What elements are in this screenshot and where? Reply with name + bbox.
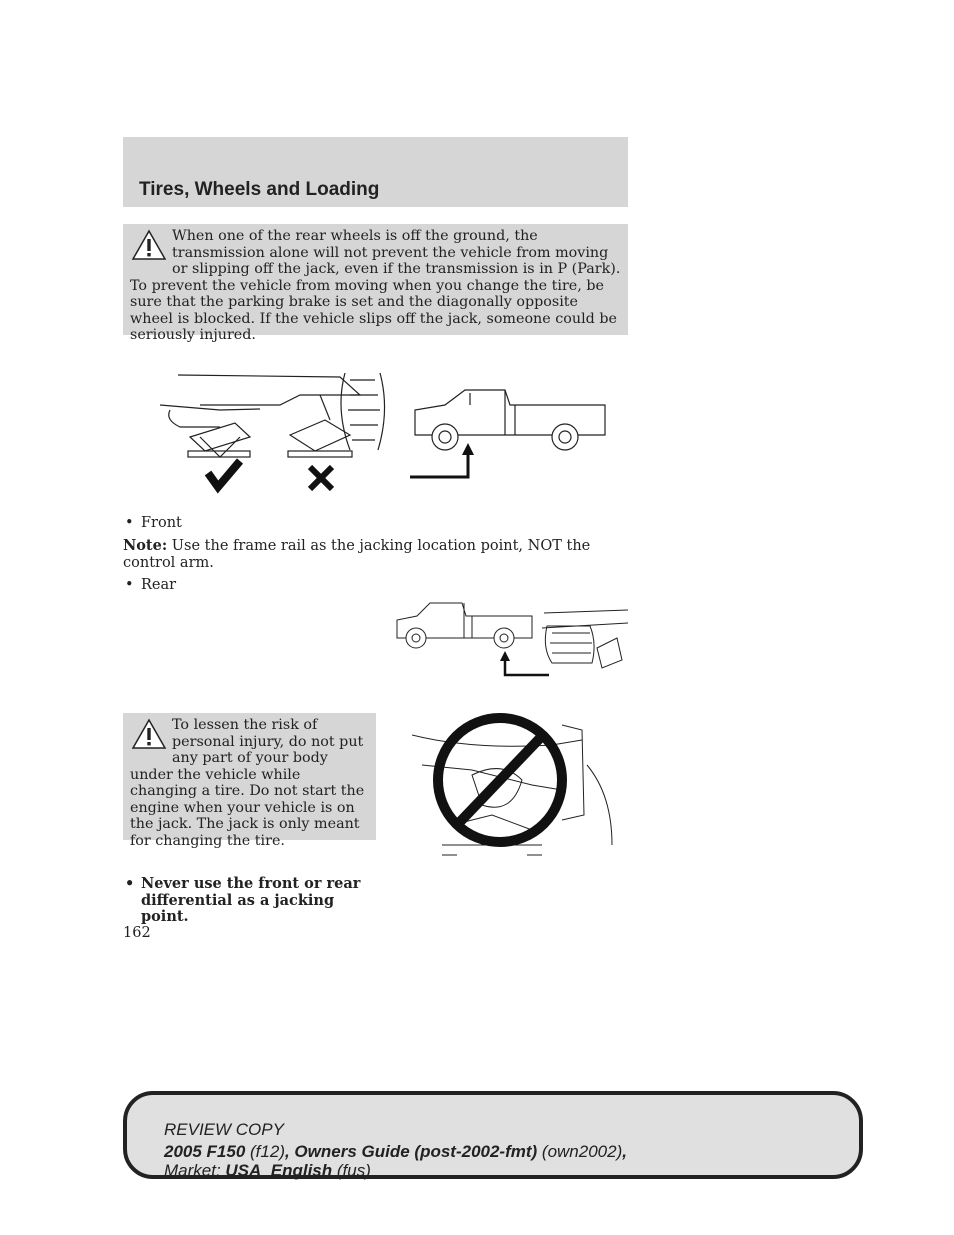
warning-triangle-icon xyxy=(130,228,168,262)
warning-text: To lessen the risk of personal injury, do not put any part of your body under the vehicle while changing a tire. Do not start the engine when your vehicle is on the jack. The jack is only meant for changing the tire. xyxy=(130,717,365,849)
no-differential-jacking-illustration xyxy=(412,705,617,865)
footer-guide-line: 2005 F150 (f12), Owners Guide (post-2002-fmt) (own2002), xyxy=(164,1142,627,1161)
bullet-front: • Front xyxy=(141,515,182,532)
warning-box-jack xyxy=(123,224,628,343)
x-mark-icon xyxy=(310,467,332,489)
section-header xyxy=(123,137,628,207)
review-copy-footer xyxy=(123,1091,863,1179)
arrow-icon xyxy=(505,660,549,675)
prohibited-icon xyxy=(438,718,562,842)
front-jacking-illustration xyxy=(160,365,615,495)
warning-box-body xyxy=(123,713,376,849)
section-title: Tires, Wheels and Loading xyxy=(139,179,380,200)
bullet-never-differential: • Never use the front or rear differential as a jacking point. xyxy=(141,876,381,926)
footer-review-copy: REVIEW COPY xyxy=(164,1120,284,1139)
arrow-icon xyxy=(410,453,468,477)
rear-jacking-illustration xyxy=(392,598,628,678)
warning-triangle-icon xyxy=(130,717,168,751)
note-label: Note: xyxy=(123,537,168,554)
note-text: Use the frame rail as the jacking location point, NOT the control arm. xyxy=(123,538,591,571)
footer-market-line: Market: USA_English (fus) xyxy=(164,1161,371,1180)
warning-text: When one of the rear wheels is off the ground, the transmission alone will not prevent the vehicle from moving or slipping off the jack, even if the transmission is in P (Park). To prevent the vehicle from moving when you change the tire, be sure that the parking brake is set and the diagonally opposite wheel is blocked. If the vehicle slips off the jack, someone could be seriously injured. xyxy=(130,228,621,343)
bullet-rear: • Rear xyxy=(141,577,176,594)
page-number: 162 xyxy=(123,925,151,941)
check-mark-icon xyxy=(208,461,240,487)
note-paragraph xyxy=(123,538,623,571)
